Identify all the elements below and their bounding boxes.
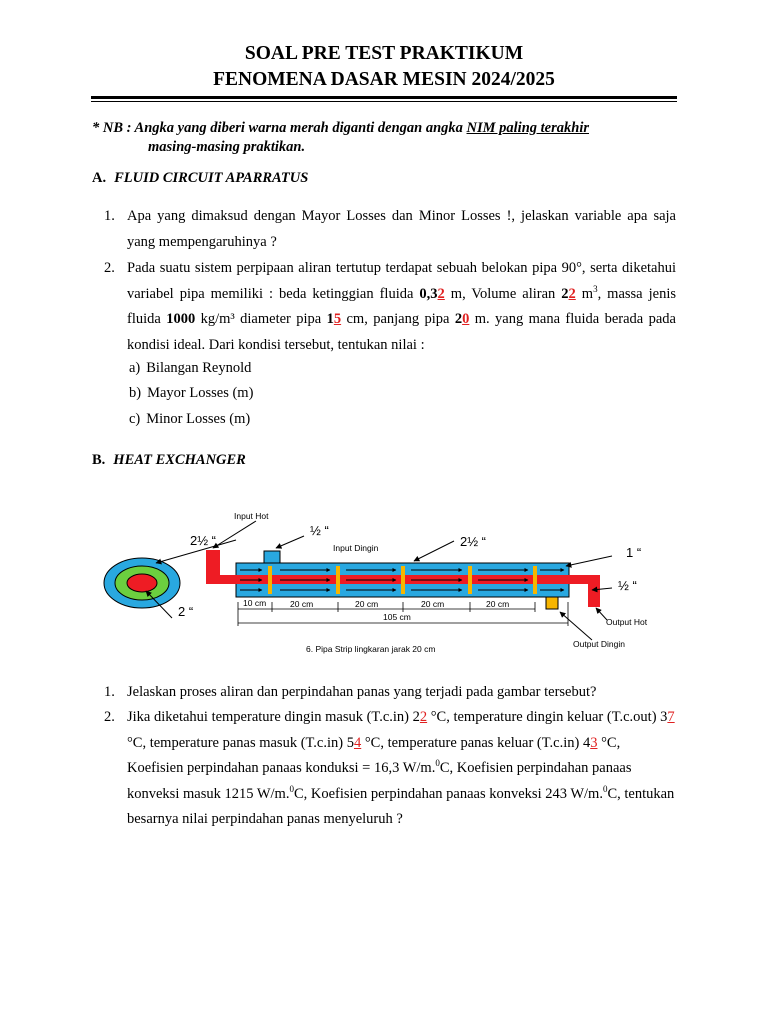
section-a-title: FLUID CIRCUIT APARRATUS <box>114 170 309 186</box>
question-b1-number: 1. <box>104 684 115 700</box>
section-a-letter: A. <box>92 170 107 186</box>
section-b-title: HEAT EXCHANGER <box>113 452 246 468</box>
q2-height-value: 0,3 <box>419 285 438 302</box>
cold-inlet-box <box>264 551 280 563</box>
section-b-letter: B. <box>92 452 106 468</box>
b2-text-2: °C, temperature dingin keluar (T.c.out) 3 <box>427 709 668 725</box>
q2-text-3: m <box>575 285 594 302</box>
question-b1 <box>104 680 676 706</box>
q2-volume-value: 2 <box>561 285 569 302</box>
q2-text-6: cm, panjang pipa <box>341 311 455 327</box>
note-underlined: NIM paling terakhir <box>466 120 589 136</box>
pipe-cross-section <box>104 558 180 608</box>
b2-text-4: °C, temperature panas keluar (T.c.in) 4 <box>361 734 591 751</box>
question-a1-number: 1. <box>104 208 115 224</box>
label-size-2half-right: 2½ “ <box>460 534 487 549</box>
label-output-dingin: Output Dingin <box>573 639 625 649</box>
question-a1-text: Apa yang dimaksud dengan Mayor Losses dan Minor Losses !, jelaskan variable apa saja yang mempengaruhinya ? <box>127 208 676 250</box>
question-b2-number: 2. <box>104 709 115 725</box>
q2-length-value: 2 <box>454 311 463 327</box>
b2-text-6: C, Koefisien perpindahan panaas konveksi masuk 1215 W/m. <box>127 760 632 802</box>
dim-20cm-d: 20 cm <box>486 599 510 609</box>
dim-20cm-b: 20 cm <box>355 599 379 609</box>
label-input-dingin: Input Dingin <box>333 543 379 553</box>
label-output-hot: Output Hot <box>606 617 648 627</box>
q2-text-5: kg/m³ diameter pipa <box>195 311 327 327</box>
label-size-2half-left: 2½ “ <box>190 533 217 548</box>
question-a2-number: 2. <box>104 260 115 276</box>
q2-text-7: m. yang mana fluida berada pada kondisi ideal. Dari kondisi tersebut, tentukan nilai : <box>127 311 676 353</box>
b2-red-1: 2 <box>419 709 428 725</box>
q2-diameter-value: 1 <box>326 311 334 327</box>
b2-red-3: 4 <box>353 734 362 751</box>
label-size-1: 1 “ <box>626 545 642 560</box>
q2-volume-red: 2 <box>568 285 576 302</box>
sub-item-a-label: a) <box>129 360 141 376</box>
b2-text-3: °C, temperature panas masuk (T.c.in) 5 <box>127 734 354 751</box>
q2-height-red: 2 <box>437 285 445 302</box>
b2-sup-1: 0 <box>435 758 440 769</box>
sub-item-a-text: Bilangan Reynold <box>146 360 252 376</box>
b2-sup-2: 0 <box>289 783 294 794</box>
b2-text-8: C, tentukan besarnya nilai perpindahan panas menyeluruh ? <box>127 785 675 827</box>
b2-text-7: C, Koefisien perpindahan panaas konveksi 243 W/m. <box>293 785 603 802</box>
note-line-2: masing-masing praktikan. <box>148 139 306 155</box>
q2-text-2: m, Volume aliran <box>444 285 562 302</box>
q2-text-1: Pada suatu sistem perpipaan aliran tertutup terdapat sebuah belokan pipa 90°, serta diketahui variabel pipa memiliki : beda ketinggian fluida <box>127 260 676 302</box>
note-prefix: * NB : Angka yang diberi warna merah diganti dengan angka <box>92 120 467 136</box>
title-line-1: SOAL PRE TEST PRAKTIKUM <box>244 43 524 64</box>
hot-outlet-vertical <box>588 575 600 607</box>
sub-item-c-text: Minor Losses (m) <box>146 411 251 427</box>
hot-inlet-vertical <box>206 550 220 584</box>
q2-cube-sup: 3 <box>593 283 598 294</box>
q2-length-red: 0 <box>462 311 470 327</box>
dim-20cm-a: 20 cm <box>290 599 314 609</box>
question-b2-text <box>127 705 676 833</box>
label-input-hot: Input Hot <box>234 511 269 521</box>
sub-item-b-text: Mayor Losses (m) <box>147 385 254 401</box>
sub-item-b-label: b) <box>129 385 142 401</box>
q2-density-value: 1000 <box>166 311 196 327</box>
sub-item-c-label: c) <box>129 411 141 427</box>
dim-total: 105 cm <box>383 612 411 622</box>
title-line-2: FENOMENA DASAR MESIN 2024/2025 <box>213 69 555 90</box>
q2-diameter-red: 5 <box>333 311 342 327</box>
dim-20cm-c: 20 cm <box>421 599 445 609</box>
b2-red-2: 7 <box>667 709 675 725</box>
b2-text-1: Jika diketahui temperature dingin masuk (T.c.in) 2 <box>127 709 420 725</box>
label-size-half-top: ½ “ <box>310 523 329 538</box>
figure-caption: 6. Pipa Strip lingkaran jarak 20 cm <box>306 644 436 654</box>
label-size-half-right: ½ “ <box>618 578 637 593</box>
b2-text-5: °C, Koefisien perpindahan panaas konduksi = 16,3 W/m. <box>127 734 621 776</box>
b2-sup-3: 0 <box>602 783 608 794</box>
question-b1-text: Jelaskan proses aliran dan perpindahan panas yang terjadi pada gambar tersebut? <box>127 684 597 700</box>
b2-red-4: 3 <box>590 734 598 751</box>
cold-outlet-box <box>546 597 558 609</box>
q2-text-4: , massa jenis fluida <box>127 285 677 327</box>
question-b2 <box>104 705 676 833</box>
dim-10cm: 10 cm <box>243 598 267 608</box>
label-size-2: 2 “ <box>178 604 194 619</box>
